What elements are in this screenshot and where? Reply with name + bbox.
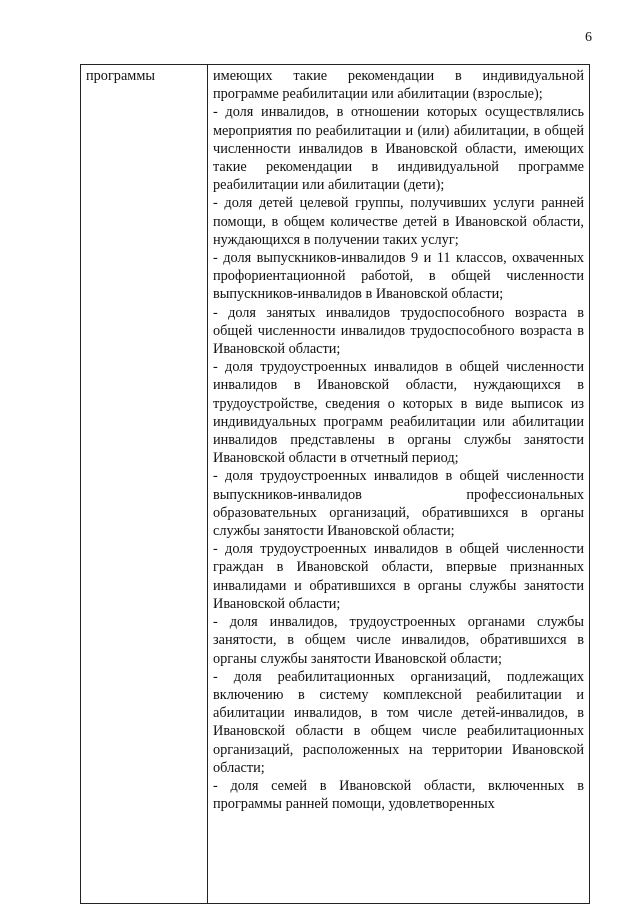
indicator-paragraph: - доля трудоустроенных инвалидов в общей численности выпускников-инвалидов профессиональных образовательных организаций, обратившихся в органы службы занятости Ивановской области; — [213, 468, 584, 540]
indicator-paragraph: - доля детей целевой группы, получивших услуги ранней помощи, в общем количестве детей в Ивановской области, нуждающихся в получении таких услуг; — [213, 195, 584, 248]
page-number: 6 — [585, 30, 592, 45]
indicator-paragraph: - доля трудоустроенных инвалидов в общей численности инвалидов в Ивановской области, нуждающихся в трудоустройстве, сведения о которых в виде выписок из индивидуальных программ реабилитации или абилитации инвалидов представлены в органы службы занятости Ивановской области в отчетный период; — [213, 359, 584, 467]
indicator-paragraph: - доля занятых инвалидов трудоспособного возраста в общей численности инвалидов трудоспособного возраста в Ивановской области; — [213, 304, 584, 358]
indicator-paragraph: - доля трудоустроенных инвалидов в общей численности граждан в Ивановской области, впервые признанных инвалидами и обратившихся в органы службы занятости Ивановской области; — [213, 541, 584, 612]
indicator-paragraph: - доля семей в Ивановской области, включенных в программы ранней помощи, удовлетворенных — [213, 777, 584, 813]
indicator-paragraph: - доля реабилитационных организаций, подлежащих включению в систему комплексной реабилитации и абилитации инвалидов, в том числе детей-инвалидов, в Ивановской области в общем числе реабилитационных организаций, расположенных на территории Ивановской области; — [213, 668, 584, 776]
table-row — [81, 65, 590, 904]
row-label-cell: программы — [81, 65, 208, 904]
indicator-paragraph: - доля инвалидов, трудоустроенных органами службы занятости, в общем числе инвалидов, обратившихся в органы службы занятости Ивановской области; — [213, 614, 584, 667]
indicators-table — [80, 64, 590, 904]
row-content-cell — [208, 65, 590, 904]
indicator-paragraph: - доля выпускников-инвалидов 9 и 11 классов, охваченных профориентационной работой, в общей численности выпускников-инвалидов в Ивановской области; — [213, 250, 584, 303]
indicator-paragraph: - доля инвалидов, в отношении которых осуществлялись мероприятия по реабилитации и (или) абилитации, в общей численности инвалидов в Ивановской области, имеющих такие рекомендации в индивидуальной программе реабилитации или абилитации (дети); — [213, 104, 584, 194]
indicator-paragraph: имеющих такие рекомендации в индивидуальной программе реабилитации или абилитации (взрослые); — [213, 68, 584, 103]
